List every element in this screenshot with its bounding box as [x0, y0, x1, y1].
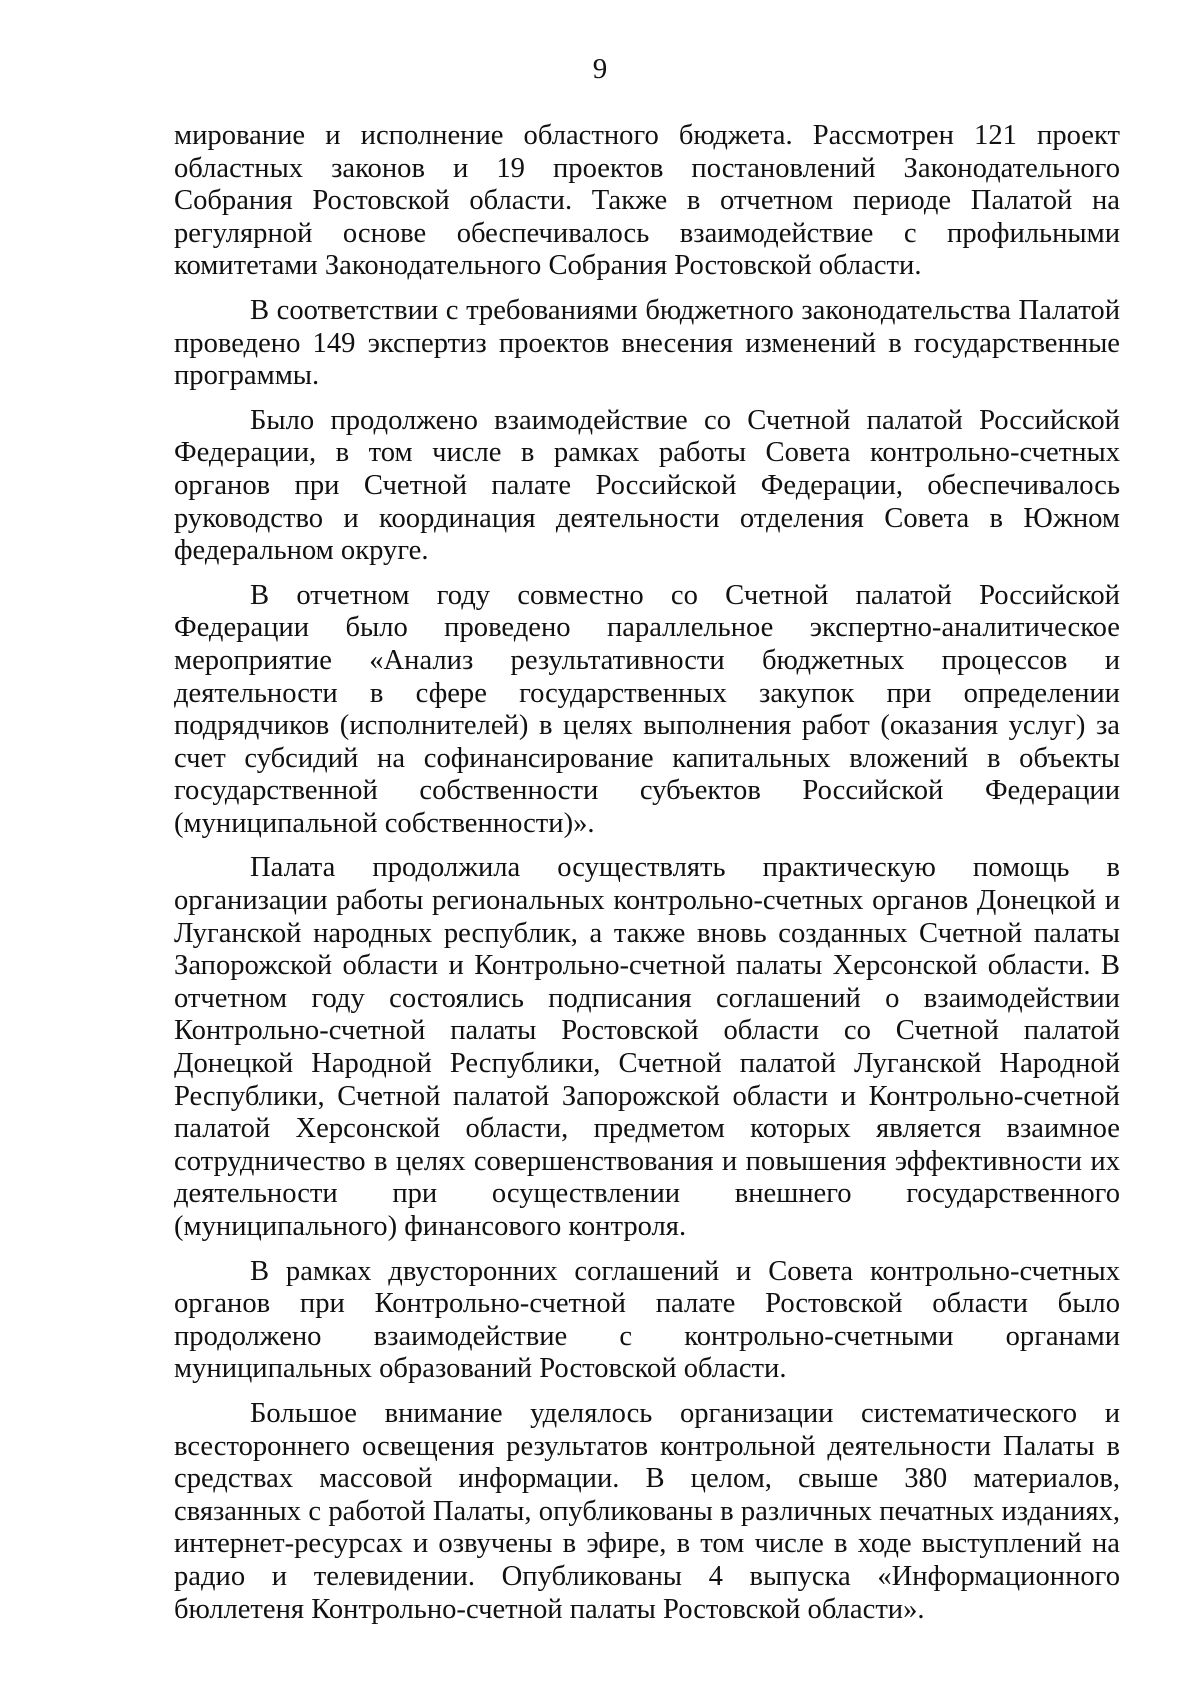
paragraph-budget-expertise: В соответствии с требованиями бюджетного законодательства Палатой проведено 149 экспертиз проектов внесения изменений в государственные программы. [174, 294, 1120, 392]
document-body [174, 120, 1120, 1638]
page-number: 9 [592, 53, 608, 85]
paragraph-media-coverage: Большое внимание уделялось организации систематического и всестороннего освещения результатов контрольной деятельности Палаты в средствах массовой информации. В целом, свыше 380 материалов, связанных с работой Палаты, опубликованы в различных печатных изданиях, интернет-ресурсах и озвучены в эфире, в том числе в ходе выступлений на радио и телевидении. Опубликованы 4 выпуска «Информационного бюллетеня Контрольно-счетной палаты Ростовской области». [174, 1397, 1120, 1625]
paragraph-regional-assistance: Палата продолжила осуществлять практическую помощь в организации работы региональных контрольно-счетных органов Донецкой и Луганской народных республик, а также вновь созданных Счетной палаты Запорожской области и Контрольно-счетной палаты Херсонской области. В отчетном году состоялись подписания соглашений о взаимодействии Контрольно-счетной палаты Ростовской области со Счетной палатой Донецкой Народной Республики, Счетной палатой Луганской Народной Республики, Счетной палатой Запорожской области и Контрольно-счетной палатой Херсонской области, предметом которых является взаимное сотрудничество в целях совершенствования и повышения эффективности их деятельности при осуществлении внешнего государственного (муниципального) финансового контроля. [174, 852, 1120, 1242]
paragraph-continuation: мирование и исполнение областного бюджета. Рассмотрен 121 проект областных законов и 19 проектов постановлений Законодательного Собрания Ростовской области. Также в отчетном периоде Палатой на регулярной основе обеспечивалось взаимодействие с профильными комитетами Законодательного Собрания Ростовской области. [174, 120, 1120, 282]
paragraph-parallel-event: В отчетном году совместно со Счетной палатой Российской Федерации было проведено параллельное экспертно-аналитическое мероприятие «Анализ результативности бюджетных процессов и деятельности в сфере государственных закупок при определении подрядчиков (исполнителей) в целях выполнения работ (оказания услуг) за счет субсидий на софинансирование капитальных вложений в объекты государственной собственности субъектов Российской Федерации (муниципальной собственности)». [174, 579, 1120, 839]
paragraph-municipal-cooperation: В рамках двусторонних соглашений и Совета контрольно-счетных органов при Контрольно-счетной палате Ростовской области было продолжено взаимодействие с контрольно-счетными органами муниципальных образований Ростовской области. [174, 1255, 1120, 1385]
paragraph-accounts-chamber-cooperation: Было продолжено взаимодействие со Счетной палатой Российской Федерации, в том числе в рамках работы Совета контрольно-счетных органов при Счетной палате Российской Федерации, обеспечивалось руководство и координация деятельности отделения Совета в Южном федеральном округе. [174, 404, 1120, 567]
